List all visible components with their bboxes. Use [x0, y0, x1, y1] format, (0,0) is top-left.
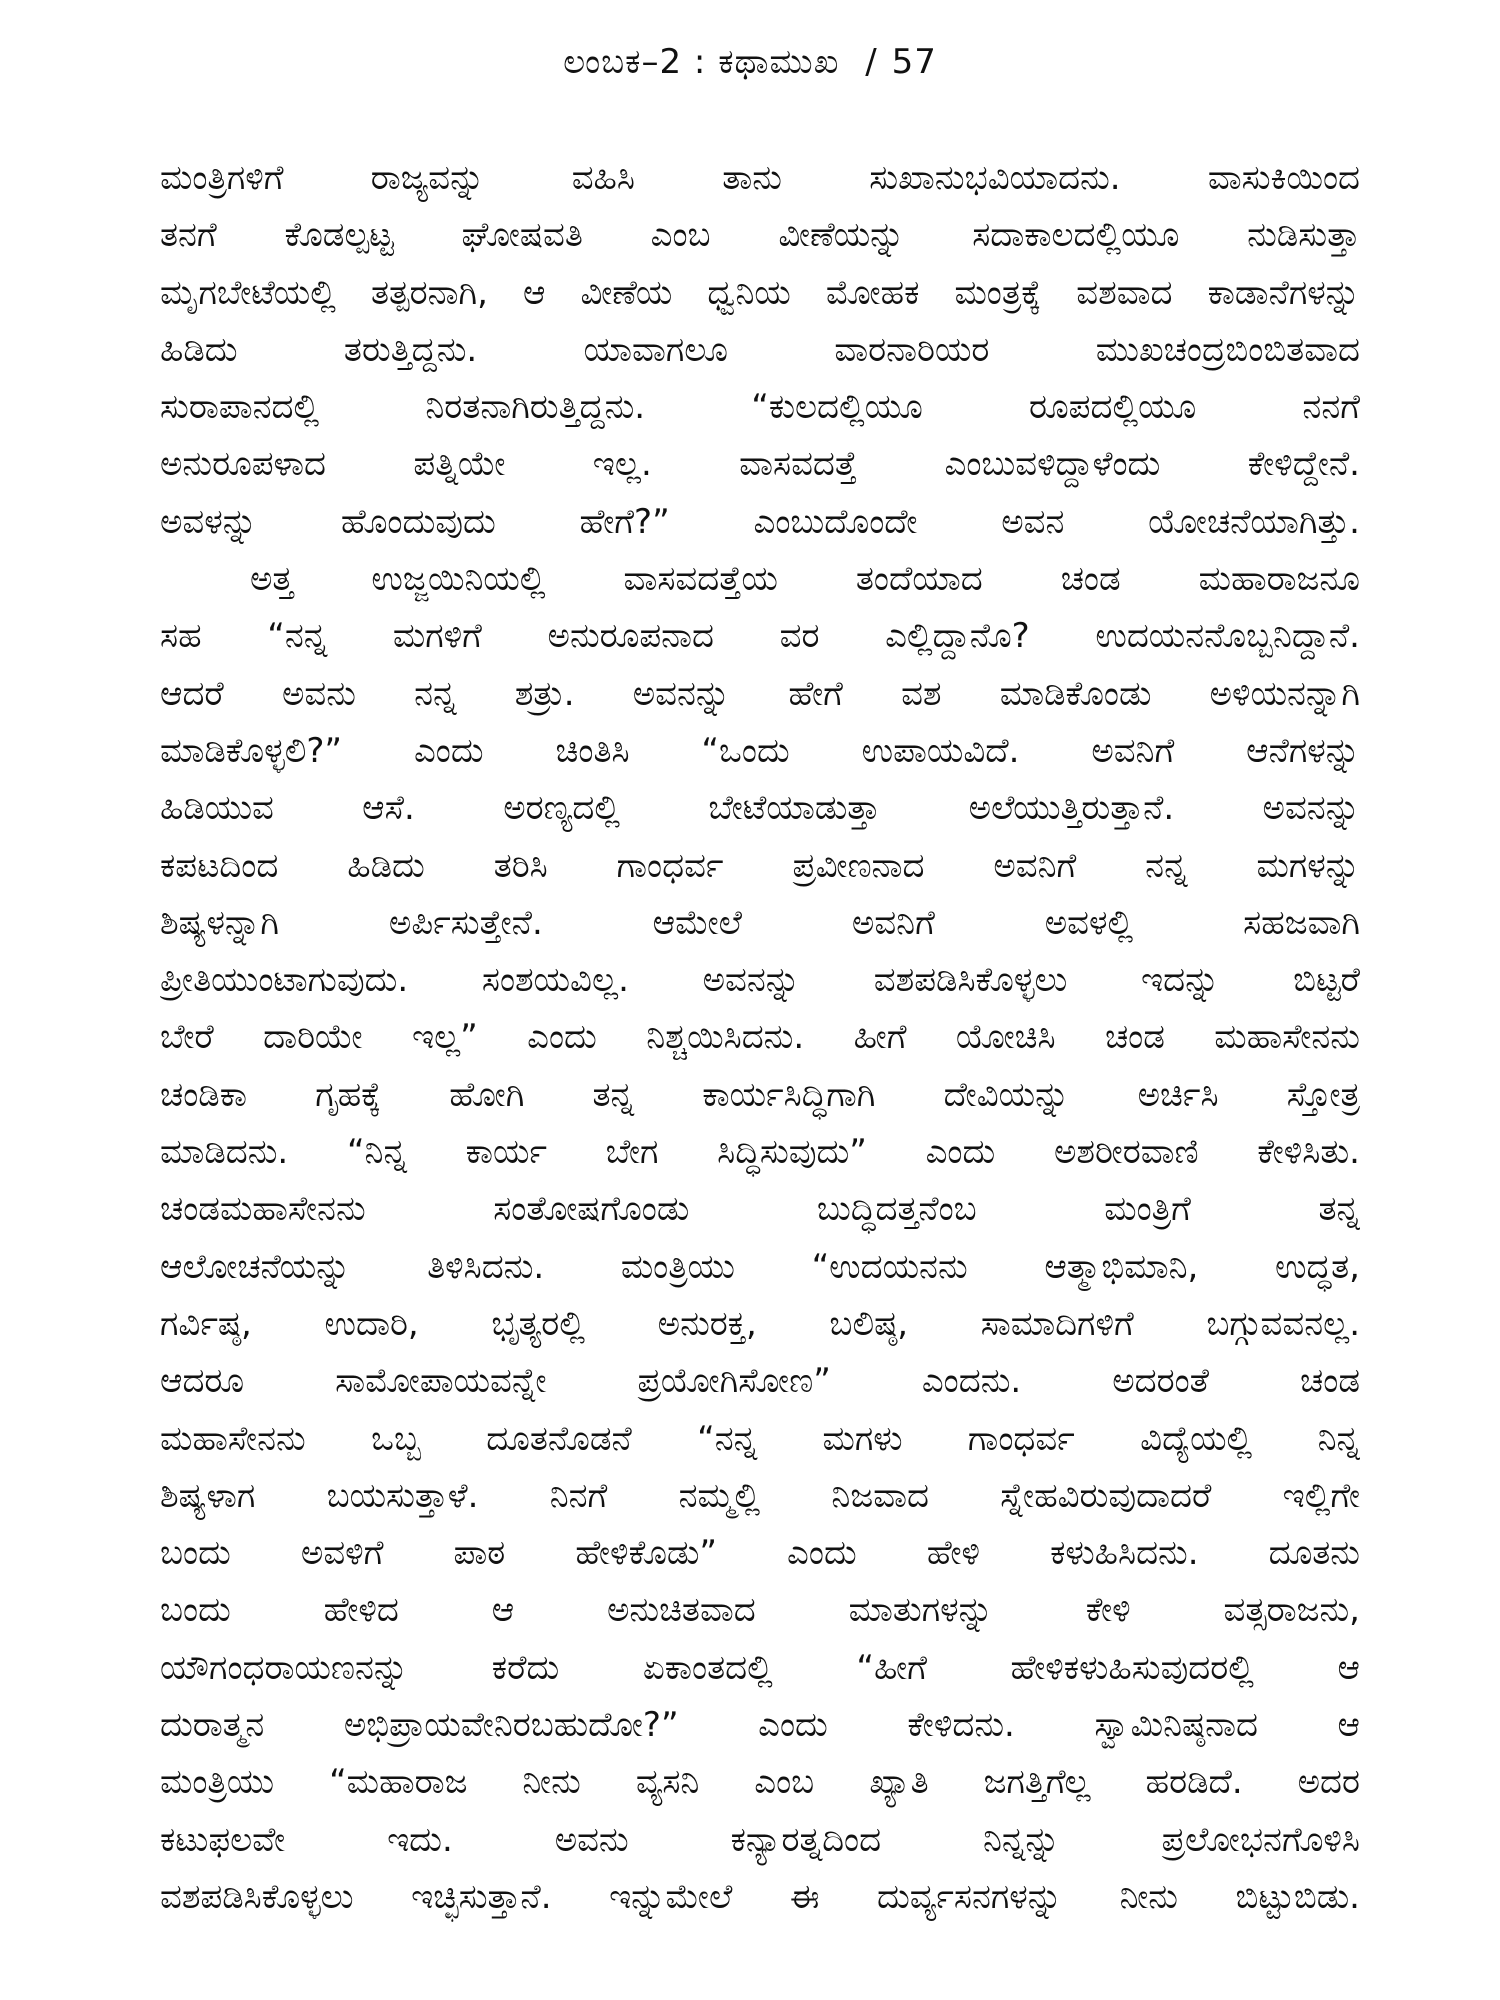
text-line: ತನಗೆ ಕೊಡಲ್ಪಟ್ಟ ಘೋಷವತಿ ಎಂಬ ವೀಣೆಯನ್ನು ಸದಾಕಾಲದಲ್ಲಿಯೂ ನುಡಿಸುತ್ತಾ — [160, 215, 1360, 256]
text-line: ಗರ್ವಿಷ್ಠ, ಉದಾರಿ, ಭೃತ್ಯರಲ್ಲಿ ಅನುರಕ್ತ, ಬಲಿಷ್ಠ, ಸಾಮಾದಿಗಳಿಗೆ ಬಗ್ಗುವವನಲ್ಲ. — [160, 1303, 1360, 1344]
text-line: ಹಿಡಿಯುವ ಆಸೆ. ಅರಣ್ಯದಲ್ಲಿ ಬೇಟೆಯಾಡುತ್ತಾ ಅಲೆಯುತ್ತಿರುತ್ತಾನೆ. ಅವನನ್ನು — [160, 788, 1360, 829]
text-line: ಹಿಡಿದು ತರುತ್ತಿದ್ದನು. ಯಾವಾಗಲೂ ವಾರನಾರಿಯರ ಮುಖಚಂದ್ರಬಿಂಬಿತವಾದ — [160, 329, 1360, 370]
chapter-title: ಕಥಾಮುಖ — [718, 42, 840, 82]
text-line: ಸುರಾಪಾನದಲ್ಲಿ ನಿರತನಾಗಿರುತ್ತಿದ್ದನು. “ಕುಲದಲ್ಲಿಯೂ ರೂಪದಲ್ಲಿಯೂ ನನಗೆ — [160, 387, 1360, 428]
text-line: ಅವಳನ್ನು ಹೊಂದುವುದು ಹೇಗೆ?” ಎಂಬುದೊಂದೇ ಅವನ ಯೋಚನೆಯಾಗಿತ್ತು. — [160, 501, 1360, 542]
text-line: ಕಟುಫಲವೇ ಇದು. ಅವನು ಕನ್ಯಾರತ್ನದಿಂದ ನಿನ್ನನ್ನು ಪ್ರಲೋಭನಗೊಳಿಸಿ — [160, 1819, 1360, 1860]
text-line: ಮಂತ್ರಿಗಳಿಗೆ ರಾಜ್ಯವನ್ನು ವಹಿಸಿ ತಾನು ಸುಖಾನುಭವಿಯಾದನು. ವಾಸುಕಿಯಿಂದ — [160, 158, 1360, 198]
text-line: ಮಾಡಿಕೊಳ್ಳಲಿ?” ಎಂದು ಚಿಂತಿಸಿ “ಒಂದು ಉಪಾಯವಿದೆ. ಅವನಿಗೆ ಆನೆಗಳನ್ನು — [160, 730, 1360, 771]
running-header — [0, 42, 1500, 82]
text-line: ಮೃಗಬೇಟೆಯಲ್ಲಿ ತತ್ಪರನಾಗಿ, ಆ ವೀಣೆಯ ಧ್ವನಿಯ ಮೋಹಕ ಮಂತ್ರಕ್ಕೆ ವಶವಾದ ಕಾಡಾನೆಗಳನ್ನು — [160, 272, 1360, 313]
text-line: ವಶಪಡಿಸಿಕೊಳ್ಳಲು ಇಚ್ಛಿಸುತ್ತಾನೆ. ಇನ್ನುಮೇಲೆ ಈ ದುರ್ವ್ಯಸನಗಳನ್ನು ನೀನು ಬಿಟ್ಟುಬಿಡು. — [160, 1876, 1360, 1917]
text-line: ಬಂದು ಅವಳಿಗೆ ಪಾಠ ಹೇಳಿಕೊಡು” ಎಂದು ಹೇಳಿ ಕಳುಹಿಸಿದನು. ದೂತನು — [160, 1533, 1360, 1574]
text-line: ಮಾಡಿದನು. “ನಿನ್ನ ಕಾರ್ಯ ಬೇಗ ಸಿದ್ಧಿಸುವುದು” ಎಂದು ಅಶರೀರವಾಣಿ ಕೇಳಿಸಿತು. — [160, 1132, 1360, 1173]
text-line: ಬೇರೆ ದಾರಿಯೇ ಇಲ್ಲ” ಎಂದು ನಿಶ್ಚಯಿಸಿದನು. ಹೀಗೆ ಯೋಚಿಸಿ ಚಂಡ ಮಹಾಸೇನನು — [160, 1017, 1360, 1058]
text-line: ಮಹಾಸೇನನು ಒಬ್ಬ ದೂತನೊಡನೆ “ನನ್ನ ಮಗಳು ಗಾಂಧರ್ವ ವಿದ್ಯೆಯಲ್ಲಿ ನಿನ್ನ — [160, 1418, 1360, 1459]
text-line: ಶಿಷ್ಯಳಾಗ ಬಯಸುತ್ತಾಳೆ. ನಿನಗೆ ನಮ್ಮಲ್ಲಿ ನಿಜವಾದ ಸ್ನೇಹವಿರುವುದಾದರೆ ಇಲ್ಲಿಗೇ — [160, 1475, 1360, 1516]
section-label: ಲಂಬಕ–2 — [563, 42, 683, 82]
text-line: ಆಲೋಚನೆಯನ್ನು ತಿಳಿಸಿದನು. ಮಂತ್ರಿಯು “ಉದಯನನು ಆತ್ಮಾಭಿಮಾನಿ, ಉದ್ಧತ, — [160, 1246, 1360, 1287]
text-line: ಕಪಟದಿಂದ ಹಿಡಿದು ತರಿಸಿ ಗಾಂಧರ್ವ ಪ್ರವೀಣನಾದ ಅವನಿಗೆ ನನ್ನ ಮಗಳನ್ನು — [160, 845, 1360, 886]
text-line: ಆದರೆ ಅವನು ನನ್ನ ಶತ್ರು. ಅವನನ್ನು ಹೇಗೆ ವಶ ಮಾಡಿಕೊಂಡು ಅಳಿಯನನ್ನಾಗಿ — [160, 673, 1360, 714]
text-line: ಅನುರೂಪಳಾದ ಪತ್ನಿಯೇ ಇಲ್ಲ. ವಾಸವದತ್ತೆ ಎಂಬುವಳಿದ್ದಾಳೆಂದು ಕೇಳಿದ್ದೇನೆ. — [160, 444, 1360, 485]
header-colon: : — [693, 42, 707, 82]
text-line: ಬಂದು ಹೇಳಿದ ಆ ಅನುಚಿತವಾದ ಮಾತುಗಳನ್ನು ಕೇಳಿ ವತ್ಸರಾಜನು, — [160, 1590, 1360, 1631]
text-line: ಯೌಗಂಧರಾಯಣನನ್ನು ಕರೆದು ಏಕಾಂತದಲ್ಲಿ “ಹೀಗೆ ಹೇಳಿಕಳುಹಿಸುವುದರಲ್ಲಿ ಆ — [160, 1647, 1360, 1688]
text-line: ಅತ್ತ ಉಜ್ಜಯಿನಿಯಲ್ಲಿ ವಾಸವದತ್ತೆಯ ತಂದೆಯಾದ ಚಂಡ ಮಹಾರಾಜನೂ — [250, 559, 1360, 600]
text-line: ಸಹ “ನನ್ನ ಮಗಳಿಗೆ ಅನುರೂಪನಾದ ವರ ಎಲ್ಲಿದ್ದಾನೊ? ಉದಯನನೊಬ್ಬನಿದ್ದಾನೆ. — [160, 616, 1360, 657]
body-text — [160, 150, 1360, 1926]
text-line: ಪ್ರೀತಿಯುಂಟಾಗುವುದು. ಸಂಶಯವಿಲ್ಲ. ಅವನನ್ನು ವಶಪಡಿಸಿಕೊಳ್ಳಲು ಇದನ್ನು ಬಿಟ್ಟರೆ — [160, 960, 1360, 1001]
text-line: ಚಂಡಮಹಾಸೇನನು ಸಂತೋಷಗೊಂಡು ಬುದ್ಧಿದತ್ತನೆಂಬ ಮಂತ್ರಿಗೆ ತನ್ನ — [160, 1189, 1360, 1230]
header-slash: / — [865, 42, 878, 82]
text-line: ದುರಾತ್ಮನ ಅಭಿಪ್ರಾಯವೇನಿರಬಹುದೋ?” ಎಂದು ಕೇಳಿದನು. ಸ್ವಾಮಿನಿಷ್ಠನಾದ ಆ — [160, 1705, 1360, 1746]
text-line: ಶಿಷ್ಯಳನ್ನಾಗಿ ಅರ್ಪಿಸುತ್ತೇನೆ. ಆಮೇಲೆ ಅವನಿಗೆ ಅವಳಲ್ಲಿ ಸಹಜವಾಗಿ — [160, 902, 1360, 943]
text-line: ಚಂಡಿಕಾ ಗೃಹಕ್ಕೆ ಹೋಗಿ ತನ್ನ ಕಾರ್ಯಸಿದ್ಧಿಗಾಗಿ ದೇವಿಯನ್ನು ಅರ್ಚಿಸಿ ಸ್ತೋತ್ರ — [160, 1074, 1360, 1115]
text-line: ಆದರೂ ಸಾಮೋಪಾಯವನ್ನೇ ಪ್ರಯೋಗಿಸೋಣ” ಎಂದನು. ಅದರಂತೆ ಚಂಡ — [160, 1361, 1360, 1402]
text-line: ಮಂತ್ರಿಯು “ಮಹಾರಾಜ ನೀನು ವ್ಯಸನಿ ಎಂಬ ಖ್ಯಾತಿ ಜಗತ್ತಿಗೆಲ್ಲ ಹರಡಿದೆ. ಅದರ — [160, 1762, 1360, 1803]
page-number: 57 — [891, 42, 937, 82]
